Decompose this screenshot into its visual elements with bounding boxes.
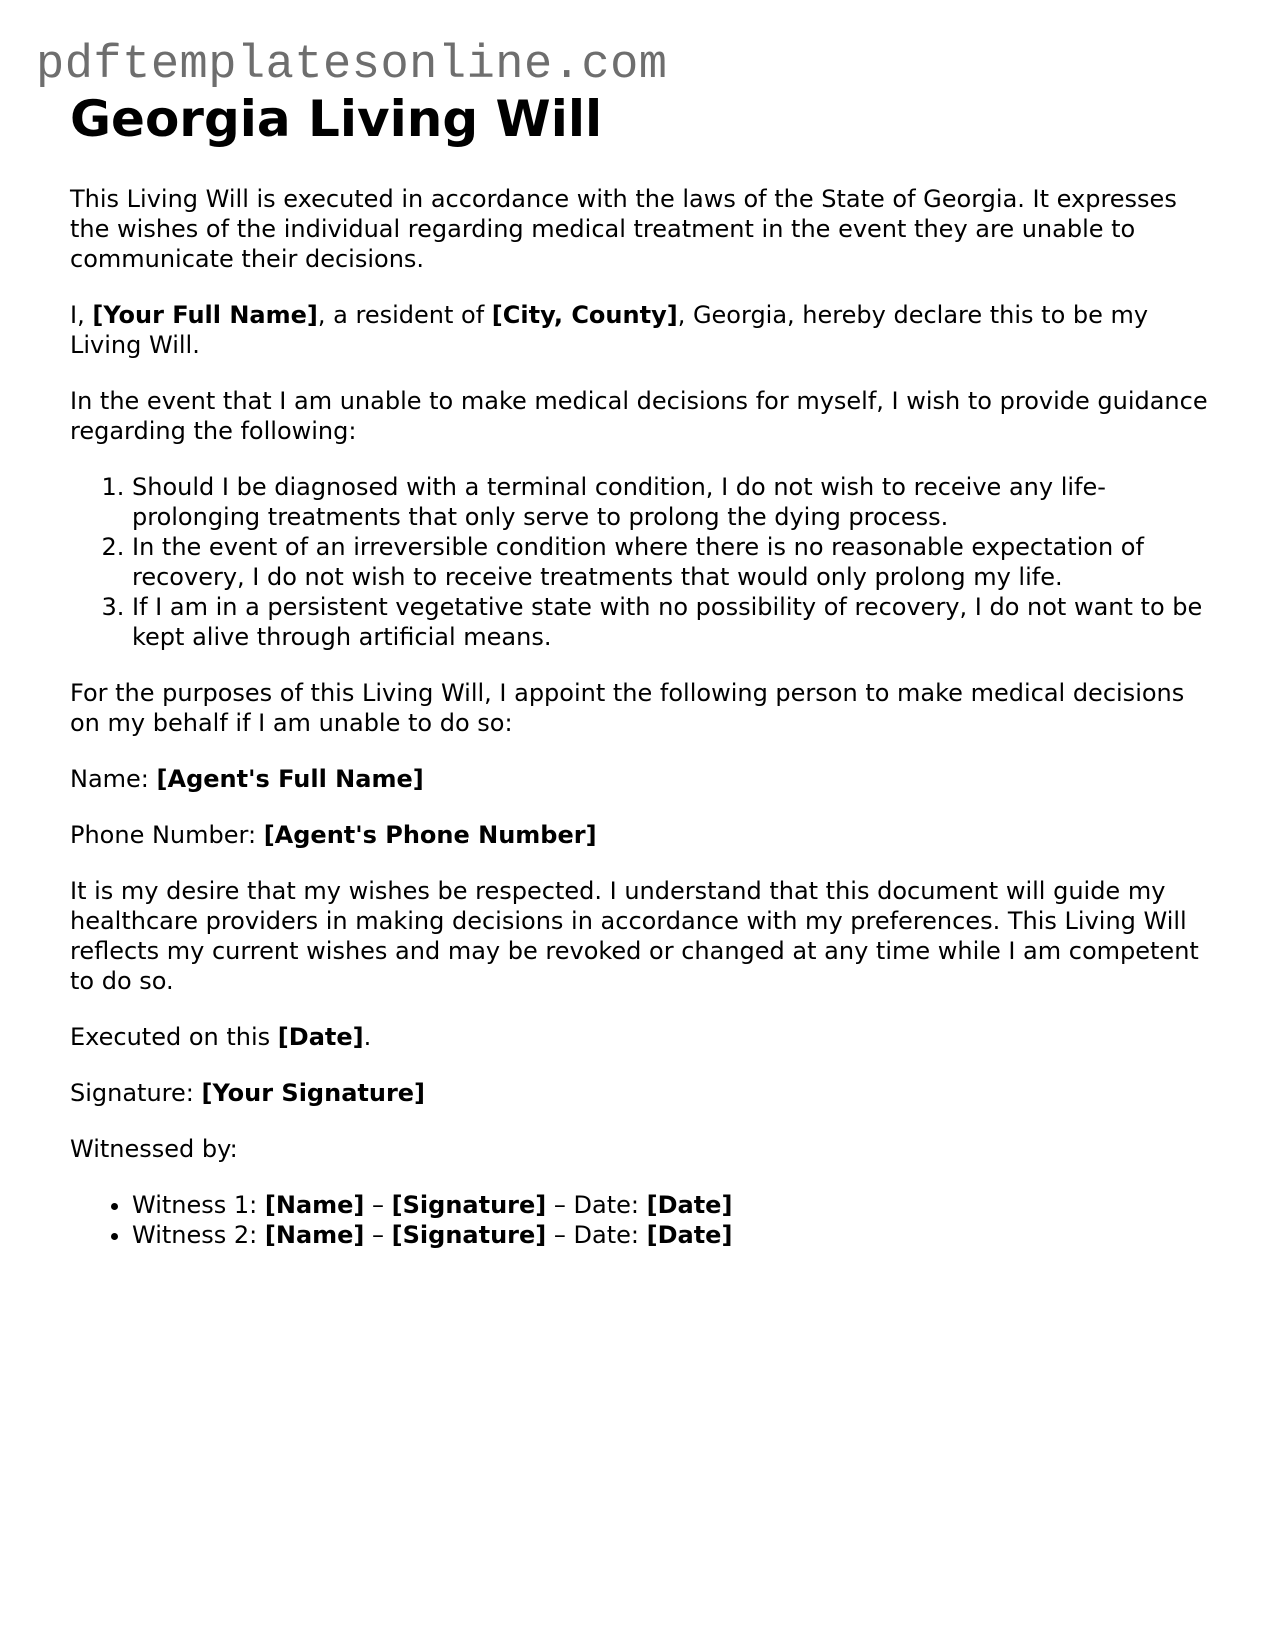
full-name-placeholder: [Your Full Name] <box>92 301 318 329</box>
witness-date-label: – Date: <box>546 1221 647 1249</box>
agent-name-label: Name: <box>70 765 157 793</box>
agent-phone-line <box>70 820 1210 850</box>
closing-paragraph: It is my desire that my wishes be respected. I understand that this document will guide my healthcare providers in making decisions in accordance with my preferences. This Living Will reflects my current wishes and may be revoked or changed at any time while I am competent to do so. <box>70 877 1199 995</box>
declaration-paragraph <box>70 300 1210 360</box>
agent-name-line <box>70 764 1210 794</box>
declaration-suffix: , Georgia, hereby declare this to be my Living Will. <box>70 301 1149 359</box>
page-title: Georgia Living Will <box>70 90 603 148</box>
witness-item <box>132 1190 1210 1220</box>
execution-line <box>70 1022 1210 1052</box>
signature-placeholder: [Your Signature] <box>201 1079 426 1107</box>
witness-label: Witness 2: <box>132 1221 265 1249</box>
witness-separator: – <box>364 1191 392 1219</box>
execution-prefix: Executed on this <box>70 1023 278 1051</box>
declaration-middle: , a resident of <box>317 301 492 329</box>
wish-item: 2. In the event of an irreversible condition where there is no reasonable expectation of recovery, I do not wish to receive treatments that would only prolong my life. <box>132 532 1210 592</box>
witness-name-placeholder: [Name] <box>264 1191 365 1219</box>
agent-phone-label: Phone Number: <box>70 821 264 849</box>
witness-date-placeholder: [Date] <box>646 1191 733 1219</box>
signature-label: Signature: <box>70 1079 202 1107</box>
agent-phone-placeholder: [Agent's Phone Number] <box>263 821 597 849</box>
witness-signature-placeholder: [Signature] <box>391 1191 547 1219</box>
witness-item <box>132 1220 1210 1250</box>
witness-date-label: – Date: <box>546 1191 647 1219</box>
intro-paragraph: This Living Will is executed in accordance with the laws of the State of Georgia. It expresses the wishes of the individual regarding medical treatment in the event they are unable to communicate their decisions. <box>70 185 1177 273</box>
execution-suffix: . <box>363 1023 372 1051</box>
witnessed-label: Witnessed by: <box>70 1135 238 1163</box>
watermark: pdftemplatesonline.com <box>36 39 668 92</box>
signature-line <box>70 1078 1210 1108</box>
city-county-placeholder: [City, County] <box>491 301 678 329</box>
witness-name-placeholder: [Name] <box>264 1221 365 1249</box>
witness-date-placeholder: [Date] <box>646 1221 733 1249</box>
witness-list <box>70 1190 1210 1250</box>
wishes-list <box>70 472 1210 652</box>
wish-item: 3. If I am in a persistent vegetative state with no possibility of recovery, I do not want to be kept alive through artificial means. <box>132 592 1210 652</box>
wish-item: 1. Should I be diagnosed with a terminal condition, I do not wish to receive any life-prolonging treatments that only serve to prolong the dying process. <box>132 472 1210 532</box>
witness-label: Witness 1: <box>132 1191 265 1219</box>
witness-signature-placeholder: [Signature] <box>391 1221 547 1249</box>
appointment-intro: For the purposes of this Living Will, I appoint the following person to make medical decisions on my behalf if I am unable to do so: <box>70 679 1185 737</box>
declaration-prefix: I, <box>70 301 93 329</box>
agent-name-placeholder: [Agent's Full Name] <box>156 765 424 793</box>
document-body <box>70 88 1210 1276</box>
guidance-intro: In the event that I am unable to make medical decisions for myself, I wish to provide guidance regarding the following: <box>70 387 1208 445</box>
witness-separator: – <box>364 1221 392 1249</box>
execution-date-placeholder: [Date] <box>277 1023 364 1051</box>
